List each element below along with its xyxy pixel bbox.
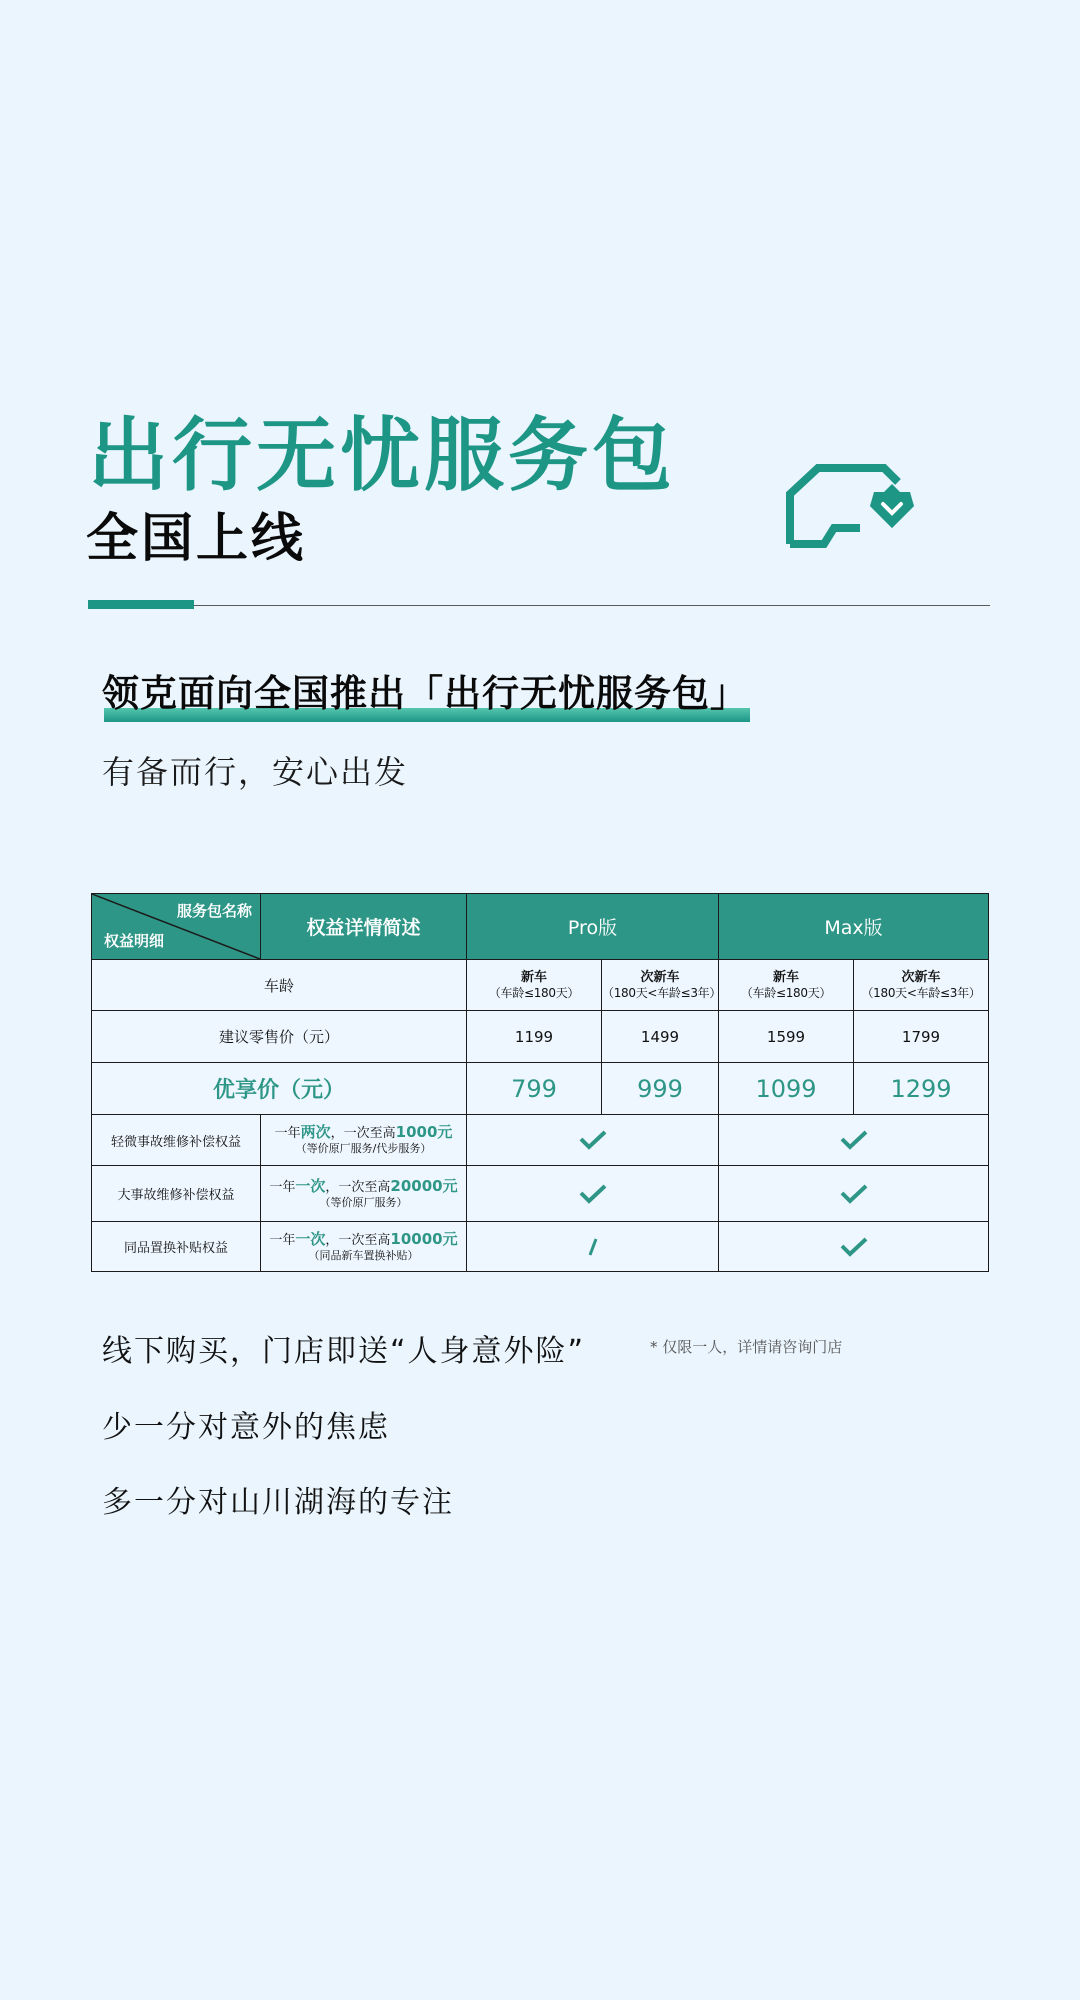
- age-cell: [719, 960, 854, 1011]
- page-title: 出行无忧服务包: [88, 409, 676, 502]
- benefit-note: （等价原厂服务）: [319, 1195, 408, 1209]
- table-row-benefit: [92, 1166, 989, 1222]
- benefit-desc: 一年一次，一次至高10000元: [269, 1229, 458, 1248]
- age-cell: [602, 960, 722, 1011]
- plan-name: Pro版: [567, 917, 618, 939]
- benefit-desc-cell: [261, 1166, 467, 1222]
- price-cell: [719, 1063, 854, 1115]
- slash-icon: [583, 1236, 603, 1258]
- row-label-cell: [92, 960, 467, 1011]
- age-cell: [854, 960, 989, 1011]
- table-row-price: [92, 1063, 989, 1115]
- max-check-cell: [719, 1222, 989, 1272]
- plan-name: Max版: [824, 917, 883, 939]
- price-cell: [854, 1063, 989, 1115]
- age-name: 次新车: [901, 970, 941, 985]
- pro-na-cell: [467, 1222, 719, 1272]
- promo-footnote: * 仅限一人，详情请咨询门店: [650, 1338, 843, 1356]
- headline-block: [102, 668, 748, 720]
- header-divider: [88, 605, 990, 606]
- price-value: 1299: [890, 1074, 952, 1103]
- benefit-name-cell: [92, 1166, 261, 1222]
- page-subtitle: 全国上线: [86, 509, 307, 569]
- msrp-cell: [854, 1011, 989, 1063]
- age-range: （车龄≤180天）: [488, 986, 580, 1000]
- age-range: （180天<车龄≤3年）: [861, 986, 981, 1000]
- msrp-value: 1499: [640, 1028, 680, 1046]
- price-cell: [602, 1063, 719, 1115]
- table-row-benefit: [92, 1115, 989, 1166]
- msrp-cell: [467, 1011, 602, 1063]
- table-row-age: [92, 960, 989, 1011]
- desc-header-cell: [261, 894, 467, 960]
- benefit-desc: 一年一次，一次至高20000元: [269, 1176, 458, 1195]
- age-cell: [467, 960, 602, 1011]
- table-header-row: [92, 894, 989, 960]
- benefit-desc-cell: [261, 1115, 467, 1166]
- msrp-label: 建议零售价（元）: [218, 1028, 339, 1046]
- plan-header-pro: [467, 894, 719, 960]
- age-name: 新车: [772, 970, 799, 985]
- check-icon: [578, 1183, 608, 1205]
- promo-line-2: 少一分对意外的焦虑: [102, 1410, 390, 1445]
- row-label-cell: [92, 1011, 467, 1063]
- tagline: 有备而行，安心出发: [102, 753, 409, 791]
- age-range: （180天<车龄≤3年）: [602, 986, 722, 1000]
- benefit-desc-cell: [261, 1222, 467, 1272]
- service-package-table: [91, 893, 989, 1272]
- benefit-name: 大事故维修补偿权益: [117, 1188, 235, 1203]
- msrp-value: 1599: [766, 1028, 806, 1046]
- check-icon: [839, 1129, 869, 1151]
- car-shield-logo-icon: [782, 452, 922, 552]
- max-check-cell: [719, 1115, 989, 1166]
- age-name: 次新车: [640, 970, 680, 985]
- header-divider-accent: [88, 600, 194, 609]
- benefit-note: （同品新车置换补贴）: [308, 1248, 419, 1262]
- price-label: 优享价（元）: [212, 1078, 345, 1103]
- table-row-msrp: [92, 1011, 989, 1063]
- row-label-cell: [92, 1063, 467, 1115]
- price-cell: [467, 1063, 602, 1115]
- pro-check-cell: [467, 1115, 719, 1166]
- benefit-name-cell: [92, 1115, 261, 1166]
- price-value: 799: [511, 1074, 557, 1103]
- promo-line-3: 多一分对山川湖海的专注: [102, 1485, 454, 1520]
- check-icon: [839, 1236, 869, 1258]
- benefit-name-cell: [92, 1222, 261, 1272]
- age-range: （车龄≤180天）: [740, 986, 832, 1000]
- age-label: 车龄: [263, 976, 294, 995]
- msrp-value: 1199: [514, 1028, 554, 1046]
- plan-header-max: [719, 894, 989, 960]
- price-value: 1099: [755, 1074, 817, 1103]
- benefit-desc: 一年两次，一次至高1000元: [274, 1123, 453, 1141]
- msrp-value: 1799: [901, 1028, 941, 1046]
- corner-bottom-label: 权益明细: [104, 932, 165, 950]
- benefit-note: （等价原厂服务/代步服务）: [295, 1142, 432, 1155]
- pro-check-cell: [467, 1166, 719, 1222]
- msrp-cell: [602, 1011, 719, 1063]
- benefit-name: 轻微事故维修补偿权益: [110, 1134, 241, 1150]
- promo-line-1: 线下购买，门店即送“人身意外险”: [102, 1334, 586, 1369]
- check-icon: [839, 1183, 869, 1205]
- corner-top-label: 服务包名称: [176, 902, 252, 920]
- headline: 领克面向全国推出「出行无忧服务包」: [102, 672, 748, 715]
- benefit-name: 同品置换补贴权益: [123, 1241, 228, 1256]
- check-icon: [578, 1129, 608, 1151]
- desc-header: 权益详情简述: [306, 917, 421, 939]
- table-corner-cell: [92, 894, 261, 960]
- table-row-benefit: [92, 1222, 989, 1272]
- price-value: 999: [637, 1074, 683, 1103]
- msrp-cell: [719, 1011, 854, 1063]
- age-name: 新车: [520, 970, 547, 985]
- max-check-cell: [719, 1166, 989, 1222]
